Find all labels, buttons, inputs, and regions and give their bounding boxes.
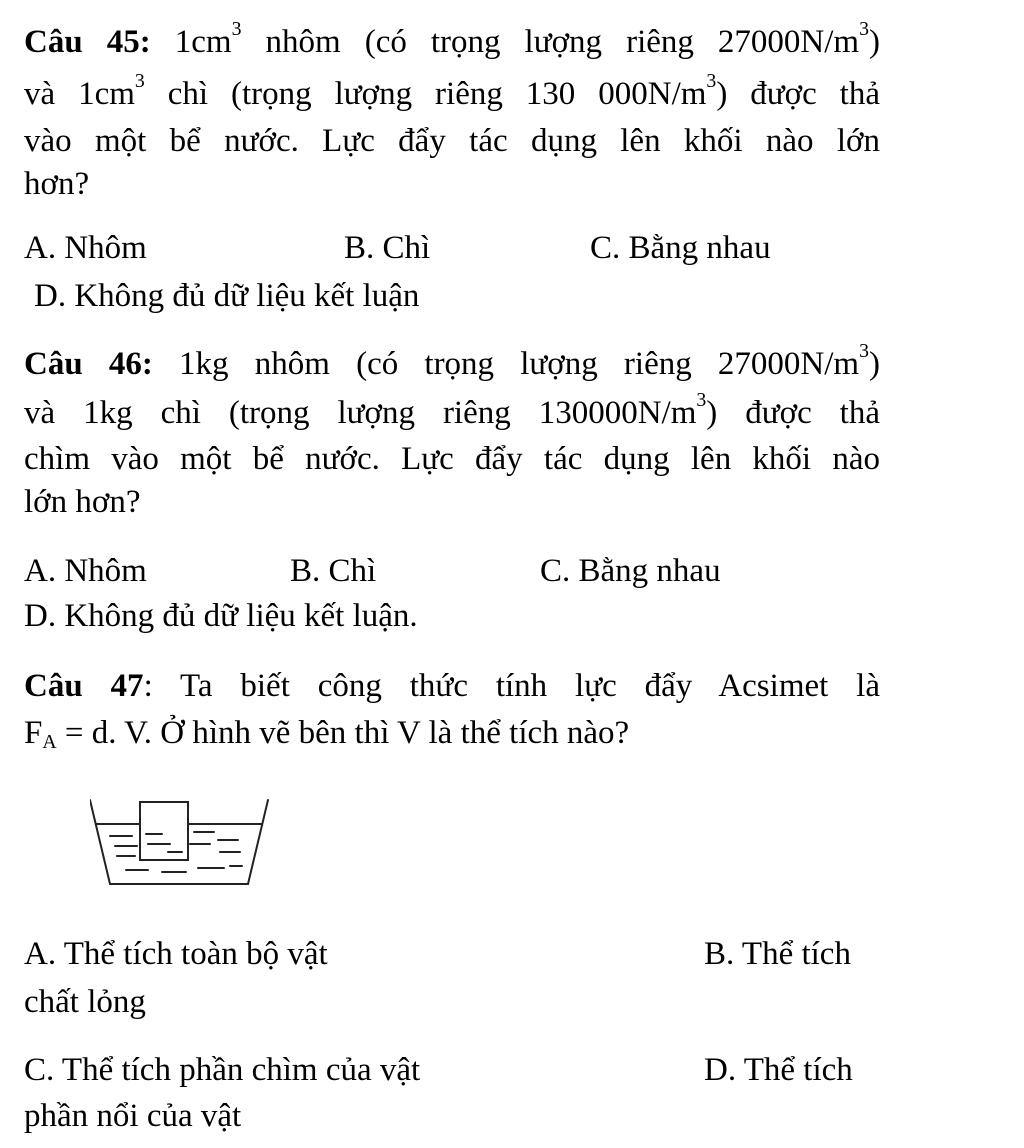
q45-option-c: C. Bằng nhau (590, 230, 771, 266)
q46-text: ) được thả (706, 395, 880, 431)
q45-option-a: A. Nhôm (24, 230, 147, 266)
q46-text: 1kg nhôm (có trọng lượng riêng 27000N/m (152, 346, 860, 382)
q47-option-d: D. Thể tích (704, 1052, 853, 1088)
q45-line-4: hơn? (24, 166, 90, 202)
floating-object-figure (90, 798, 280, 888)
q46-text: ) (868, 346, 880, 382)
q46-line-1 (24, 340, 880, 384)
q47-option-c: C. Thể tích phần chìm của vật (24, 1052, 421, 1088)
q46-label: Câu 46: (24, 346, 153, 382)
q47-line-2 (24, 713, 629, 753)
q47-option-d-continued: phần nổi của vật (24, 1098, 242, 1134)
q45-label: Câu 45: (24, 24, 151, 60)
superscript: 3 (859, 18, 869, 41)
q45-line-1 (24, 18, 880, 62)
superscript: 3 (696, 389, 707, 412)
q47-text: F (24, 715, 43, 751)
q46-line-4: lớn hơn? (24, 484, 141, 520)
q45-option-b: B. Chì (344, 230, 431, 266)
q46-line-3: chìm vào một bể nước. Lực đẩy tác dụng lên khối nào (24, 441, 880, 477)
q46-option-a: A. Nhôm (24, 553, 147, 589)
q47-option-b: B. Thể tích (704, 936, 851, 972)
q47-option-a: A. Thể tích toàn bộ vật (24, 936, 328, 972)
q45-text: nhôm (có trọng lượng riêng 27000N/m (241, 24, 860, 60)
q46-option-b: B. Chì (290, 553, 377, 589)
q46-option-d: D. Không đủ dữ liệu kết luận. (24, 598, 418, 634)
superscript: 3 (859, 340, 869, 363)
q45-text: ) được thả (716, 76, 880, 112)
q47-option-b-continued: chất lỏng (24, 984, 146, 1020)
q45-line-2 (24, 70, 880, 114)
q47-text: = d. V. Ở hình vẽ bên thì V là thể tích nào? (56, 715, 630, 751)
q45-text: 1cm (174, 24, 232, 60)
q45-text: chì (trọng lượng riêng 130 000N/m (144, 76, 707, 112)
superscript: 3 (134, 70, 145, 93)
superscript: 3 (706, 70, 717, 93)
q46-line-2 (24, 389, 880, 433)
q45-option-d: D. Không đủ dữ liệu kết luận (34, 278, 420, 314)
q46-option-c: C. Bằng nhau (540, 553, 721, 589)
q47-label: Câu 47 (24, 668, 144, 704)
q45-line-3: vào một bể nước. Lực đẩy tác dụng lên khối nào lớn (24, 123, 880, 159)
q45-text: ) (869, 24, 880, 60)
q46-text: và 1kg chì (trọng lượng riêng 130000N/m (24, 395, 697, 431)
superscript: 3 (231, 18, 242, 41)
subscript: A (42, 730, 57, 753)
q47-line-1 (24, 666, 880, 706)
q45-text: và 1cm (24, 76, 135, 112)
q47-text: : Ta biết công thức tính lực đẩy Acsimet là (143, 668, 880, 704)
